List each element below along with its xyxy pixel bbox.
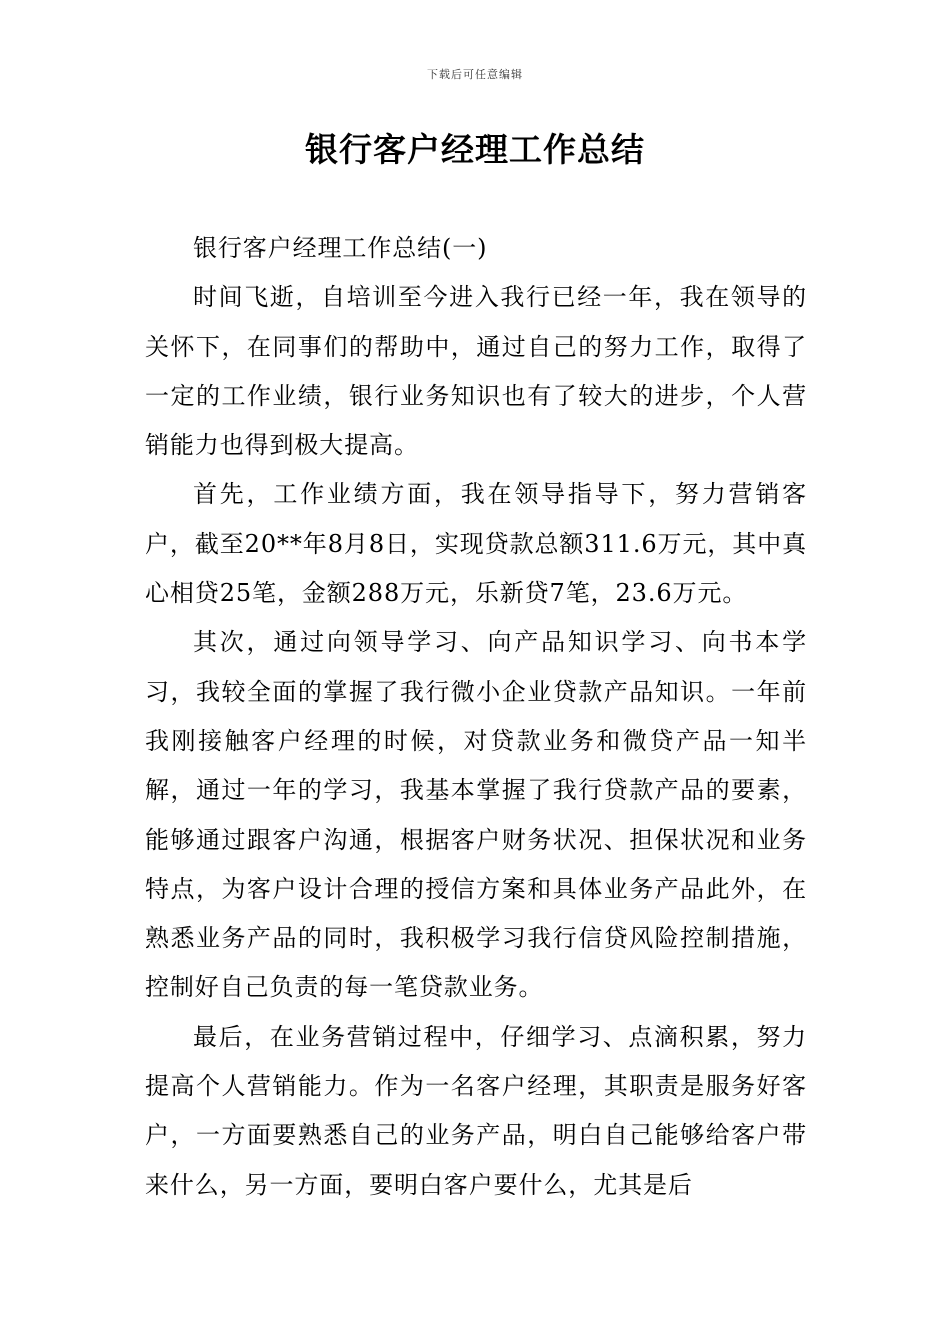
paragraph-1: 时间飞逝，自培训至今进入我行已经一年，我在领导的关怀下，在同事们的帮助中，通过自己的努力工作，取得了一定的工作业绩，银行业务知识也有了较大的进步，个人营销能力也得到极大提高。 xyxy=(145,283,807,460)
paragraph-4: 最后，在业务营销过程中，仔细学习、点滴积累，努力提高个人营销能力。作为一名客户经理，其职责是服务好客户，一方面要熟悉自己的业务产品，明白自己能够给客户带来什么，另一方面，要明白客户要什么，尤其是后 xyxy=(145,1022,807,1199)
paragraph-3: 其次，通过向领导学习、向产品知识学习、向书本学习，我较全面的掌握了我行微小企业贷款产品知识。一年前我刚接触客户经理的时候，对贷款业务和微贷产品一知半解，通过一年的学习，我基本掌握了我行贷款产品的要素，能够通过跟客户沟通，根据客户财务状况、担保状况和业务特点，为客户设计合理的授信方案和具体业务产品此外，在熟悉业务产品的同时，我积极学习我行信贷风险控制措施，控制好自己负责的每一笔贷款业务。 xyxy=(145,628,807,1002)
header-note: 下载后可任意编辑 xyxy=(427,68,523,81)
paragraph-2: 首先，工作业绩方面，我在领导指导下，努力营销客户，截至20**年8月8日，实现贷款总额311.6万元，其中真心相贷25笔，金额288万元，乐新贷7笔，23.6万元。 xyxy=(145,480,807,608)
document-body xyxy=(145,224,807,1210)
section-heading: 银行客户经理工作总结(一) xyxy=(193,234,488,262)
document-title: 银行客户经理工作总结 xyxy=(305,130,645,169)
